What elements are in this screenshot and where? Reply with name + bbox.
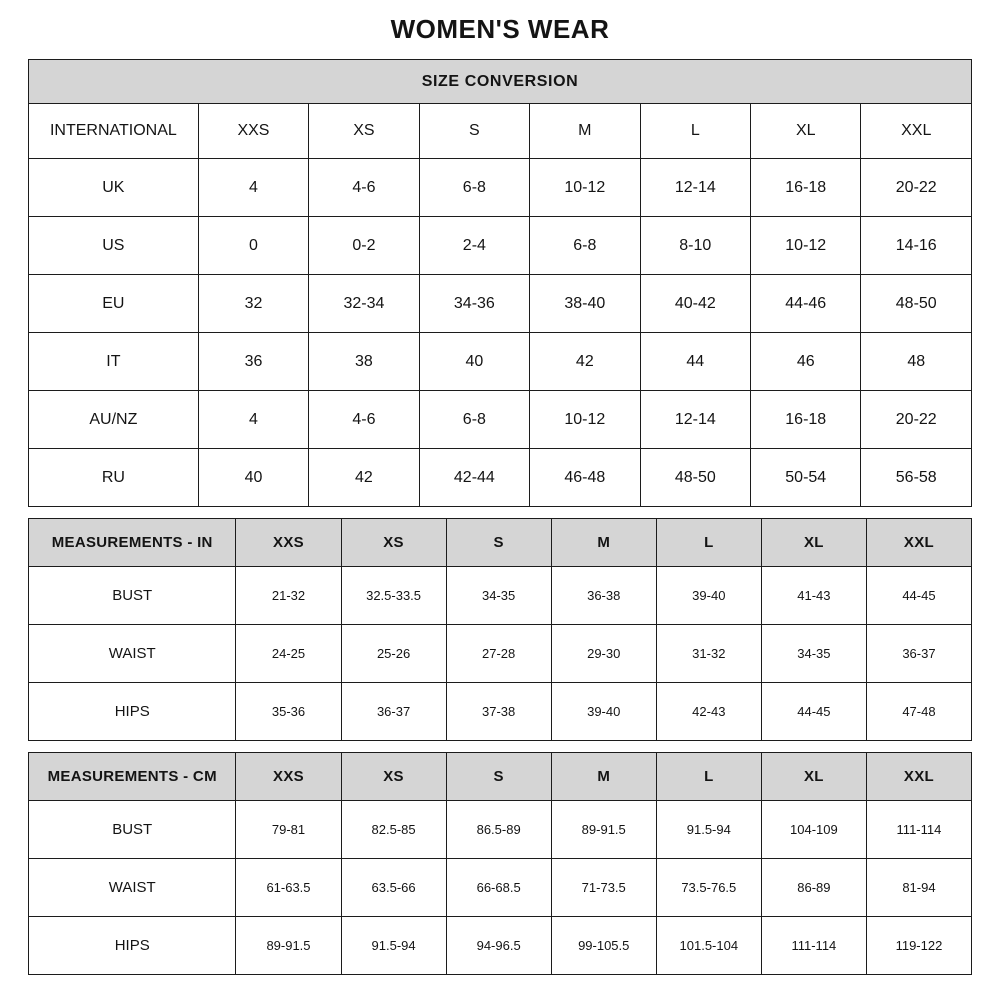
table-row-au-nz <box>29 391 972 449</box>
value-cell: 10-12 <box>530 391 640 449</box>
value-cell: 16-18 <box>751 159 861 217</box>
table-title: SIZE CONVERSION <box>29 60 972 104</box>
size-conversion-header-row <box>29 104 972 159</box>
value-cell: 12-14 <box>640 159 750 217</box>
header-label: MEASUREMENTS - CM <box>29 753 236 801</box>
table-row-bust <box>29 567 972 625</box>
value-cell: 44-45 <box>866 567 971 625</box>
measurements-cm-header-row <box>29 753 972 801</box>
value-cell: 2-4 <box>419 217 529 275</box>
value-cell: 91.5-94 <box>656 801 761 859</box>
size-column-header-l: L <box>640 104 750 159</box>
value-cell: 35-36 <box>236 683 341 741</box>
table-row-hips <box>29 683 972 741</box>
size-column-header-xxl: XXL <box>861 104 972 159</box>
size-column-header-s: S <box>419 104 529 159</box>
value-cell: 48-50 <box>861 275 972 333</box>
value-cell: 4 <box>198 391 308 449</box>
measurements-cm-table <box>28 752 972 975</box>
value-cell: 61-63.5 <box>236 859 341 917</box>
value-cell: 47-48 <box>866 683 971 741</box>
size-column-header-xs: XS <box>309 104 419 159</box>
value-cell: 71-73.5 <box>551 859 656 917</box>
value-cell: 99-105.5 <box>551 917 656 975</box>
value-cell: 89-91.5 <box>236 917 341 975</box>
value-cell: 63.5-66 <box>341 859 446 917</box>
value-cell: 50-54 <box>751 449 861 507</box>
row-label: RU <box>29 449 199 507</box>
value-cell: 66-68.5 <box>446 859 551 917</box>
size-column-header-xl: XL <box>751 104 861 159</box>
table-row-waist <box>29 859 972 917</box>
value-cell: 8-10 <box>640 217 750 275</box>
value-cell: 40 <box>419 333 529 391</box>
row-label: WAIST <box>29 859 236 917</box>
table-row-uk <box>29 159 972 217</box>
value-cell: 38-40 <box>530 275 640 333</box>
value-cell: 48 <box>861 333 972 391</box>
value-cell: 4 <box>198 159 308 217</box>
value-cell: 20-22 <box>861 391 972 449</box>
size-column-header-m: M <box>551 519 656 567</box>
size-column-header-xs: XS <box>341 519 446 567</box>
table-row-hips <box>29 917 972 975</box>
size-column-header-l: L <box>656 519 761 567</box>
size-column-header-s: S <box>446 753 551 801</box>
value-cell: 44-46 <box>751 275 861 333</box>
value-cell: 16-18 <box>751 391 861 449</box>
value-cell: 94-96.5 <box>446 917 551 975</box>
value-cell: 32-34 <box>309 275 419 333</box>
value-cell: 36-37 <box>866 625 971 683</box>
value-cell: 31-32 <box>656 625 761 683</box>
value-cell: 46 <box>751 333 861 391</box>
value-cell: 6-8 <box>530 217 640 275</box>
value-cell: 38 <box>309 333 419 391</box>
table-row-waist <box>29 625 972 683</box>
value-cell: 4-6 <box>309 391 419 449</box>
table-row-bust <box>29 801 972 859</box>
size-conversion-table <box>28 59 972 507</box>
value-cell: 24-25 <box>236 625 341 683</box>
row-label: HIPS <box>29 917 236 975</box>
value-cell: 86-89 <box>761 859 866 917</box>
value-cell: 56-58 <box>861 449 972 507</box>
measurements-in-table <box>28 518 972 741</box>
table-row-eu <box>29 275 972 333</box>
row-label: WAIST <box>29 625 236 683</box>
value-cell: 10-12 <box>751 217 861 275</box>
value-cell: 6-8 <box>419 159 529 217</box>
page-title: WOMEN'S WEAR <box>390 14 610 44</box>
value-cell: 81-94 <box>866 859 971 917</box>
size-column-header-l: L <box>656 753 761 801</box>
header-label: MEASUREMENTS - IN <box>29 519 236 567</box>
value-cell: 86.5-89 <box>446 801 551 859</box>
value-cell: 4-6 <box>309 159 419 217</box>
value-cell: 41-43 <box>761 567 866 625</box>
value-cell: 36-38 <box>551 567 656 625</box>
table-row-it <box>29 333 972 391</box>
size-column-header-xl: XL <box>761 753 866 801</box>
value-cell: 36 <box>198 333 308 391</box>
value-cell: 6-8 <box>419 391 529 449</box>
value-cell: 25-26 <box>341 625 446 683</box>
row-label: BUST <box>29 567 236 625</box>
value-cell: 21-32 <box>236 567 341 625</box>
row-label: IT <box>29 333 199 391</box>
row-label: US <box>29 217 199 275</box>
size-column-header-xxs: XXS <box>236 753 341 801</box>
row-label: HIPS <box>29 683 236 741</box>
measurements-in-header-row <box>29 519 972 567</box>
value-cell: 32.5-33.5 <box>341 567 446 625</box>
value-cell: 37-38 <box>446 683 551 741</box>
table-row-us <box>29 217 972 275</box>
value-cell: 44 <box>640 333 750 391</box>
row-label: EU <box>29 275 199 333</box>
value-cell: 79-81 <box>236 801 341 859</box>
size-column-header-xs: XS <box>341 753 446 801</box>
value-cell: 42-43 <box>656 683 761 741</box>
value-cell: 42-44 <box>419 449 529 507</box>
value-cell: 34-35 <box>446 567 551 625</box>
value-cell: 29-30 <box>551 625 656 683</box>
value-cell: 39-40 <box>656 567 761 625</box>
value-cell: 34-36 <box>419 275 529 333</box>
value-cell: 89-91.5 <box>551 801 656 859</box>
value-cell: 14-16 <box>861 217 972 275</box>
size-column-header-xxl: XXL <box>866 519 971 567</box>
row-label: UK <box>29 159 199 217</box>
value-cell: 0-2 <box>309 217 419 275</box>
value-cell: 101.5-104 <box>656 917 761 975</box>
value-cell: 0 <box>198 217 308 275</box>
value-cell: 10-12 <box>530 159 640 217</box>
value-cell: 32 <box>198 275 308 333</box>
size-column-header-m: M <box>551 753 656 801</box>
size-column-header-xxs: XXS <box>198 104 308 159</box>
value-cell: 42 <box>530 333 640 391</box>
value-cell: 20-22 <box>861 159 972 217</box>
value-cell: 12-14 <box>640 391 750 449</box>
table-row-ru <box>29 449 972 507</box>
value-cell: 111-114 <box>866 801 971 859</box>
value-cell: 73.5-76.5 <box>656 859 761 917</box>
size-column-header-xxl: XXL <box>866 753 971 801</box>
value-cell: 39-40 <box>551 683 656 741</box>
size-column-header-s: S <box>446 519 551 567</box>
size-column-header-m: M <box>530 104 640 159</box>
value-cell: 104-109 <box>761 801 866 859</box>
size-column-header-xl: XL <box>761 519 866 567</box>
value-cell: 111-114 <box>761 917 866 975</box>
value-cell: 40 <box>198 449 308 507</box>
row-label: BUST <box>29 801 236 859</box>
value-cell: 40-42 <box>640 275 750 333</box>
value-cell: 36-37 <box>341 683 446 741</box>
header-label: INTERNATIONAL <box>29 104 199 159</box>
value-cell: 46-48 <box>530 449 640 507</box>
value-cell: 82.5-85 <box>341 801 446 859</box>
value-cell: 42 <box>309 449 419 507</box>
value-cell: 44-45 <box>761 683 866 741</box>
value-cell: 34-35 <box>761 625 866 683</box>
size-conversion-title-row <box>29 60 972 104</box>
size-column-header-xxs: XXS <box>236 519 341 567</box>
row-label: AU/NZ <box>29 391 199 449</box>
value-cell: 48-50 <box>640 449 750 507</box>
value-cell: 119-122 <box>866 917 971 975</box>
value-cell: 91.5-94 <box>341 917 446 975</box>
value-cell: 27-28 <box>446 625 551 683</box>
